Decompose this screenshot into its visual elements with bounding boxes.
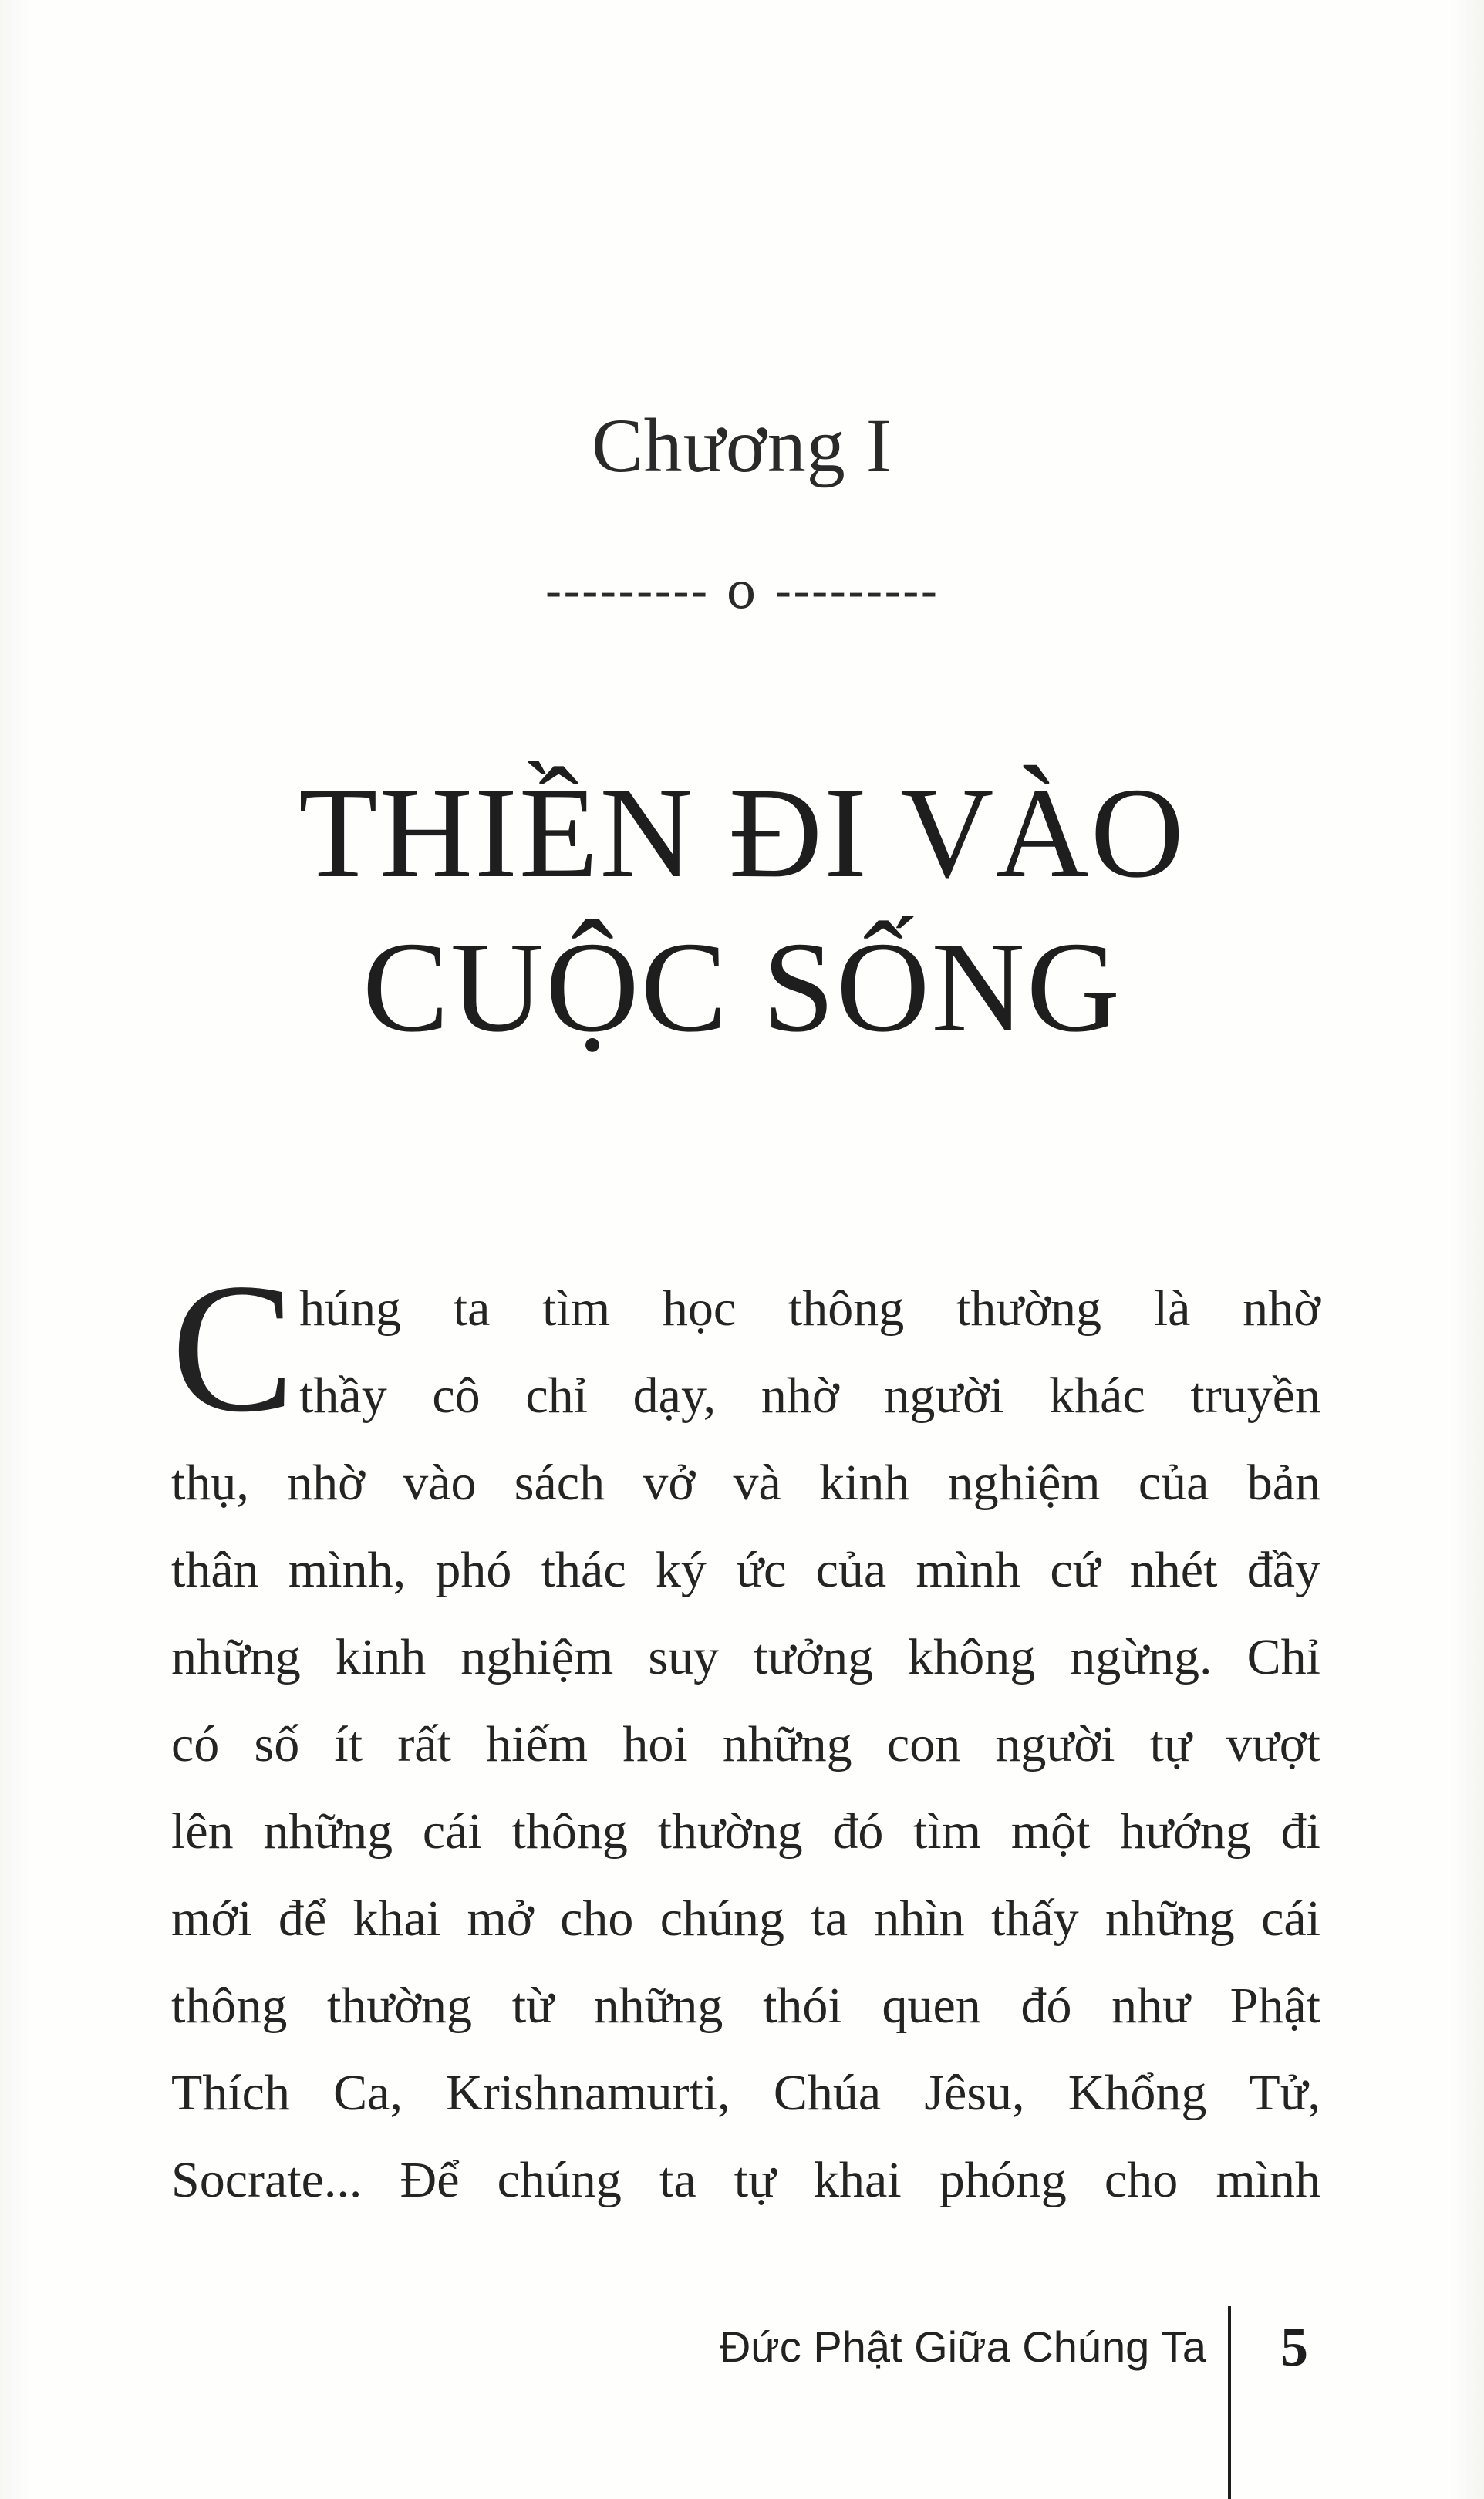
body-line: có số ít rất hiếm hoi những con người tự vượt	[171, 1716, 1320, 1772]
drop-cap: C	[171, 1245, 295, 1450]
body-paragraph	[171, 1245, 1320, 2224]
body-line: thông thường từ những thói quen đó như Phật	[171, 1978, 1320, 2034]
chapter-title-line-2: CUỘC SỐNG	[362, 916, 1122, 1059]
body-line: lên những cái thông thường đó tìm một hướng đi	[171, 1803, 1320, 1860]
body-line: Thích Ca, Krishnamurti, Chúa Jêsu, Khổng Tử,	[171, 2065, 1320, 2121]
chapter-label: Chương I	[591, 403, 893, 488]
body-line: mới để khai mở cho chúng ta nhìn thấy những cái	[171, 1890, 1320, 1947]
footer-divider	[1228, 2306, 1231, 2499]
chapter-title-line-1: THIỀN ĐI VÀO	[298, 761, 1186, 905]
chapter-separator: --------- o ---------	[545, 563, 939, 620]
chapter-title	[0, 756, 1484, 1064]
body-line: Socrate... Để chúng ta tự khai phóng cho mình	[171, 2152, 1320, 2208]
page-number: 5	[1280, 2316, 1308, 2378]
body-line: thân mình, phó thác ký ức của mình cứ nhét đầy	[171, 1542, 1320, 1598]
body-line: thầy cô chỉ dạy, nhờ người khác truyền	[299, 1368, 1320, 1424]
body-line: húng ta tìm học thông thường là nhờ	[299, 1280, 1320, 1337]
body-line: những kinh nghiệm suy tưởng không ngừng. Chỉ	[171, 1629, 1320, 1685]
page-footer	[0, 2306, 1484, 2499]
body-line: thụ, nhờ vào sách vở và kinh nghiệm của bản	[171, 1455, 1320, 1511]
running-footer-title: Đức Phật Giữa Chúng Ta	[719, 2322, 1206, 2371]
